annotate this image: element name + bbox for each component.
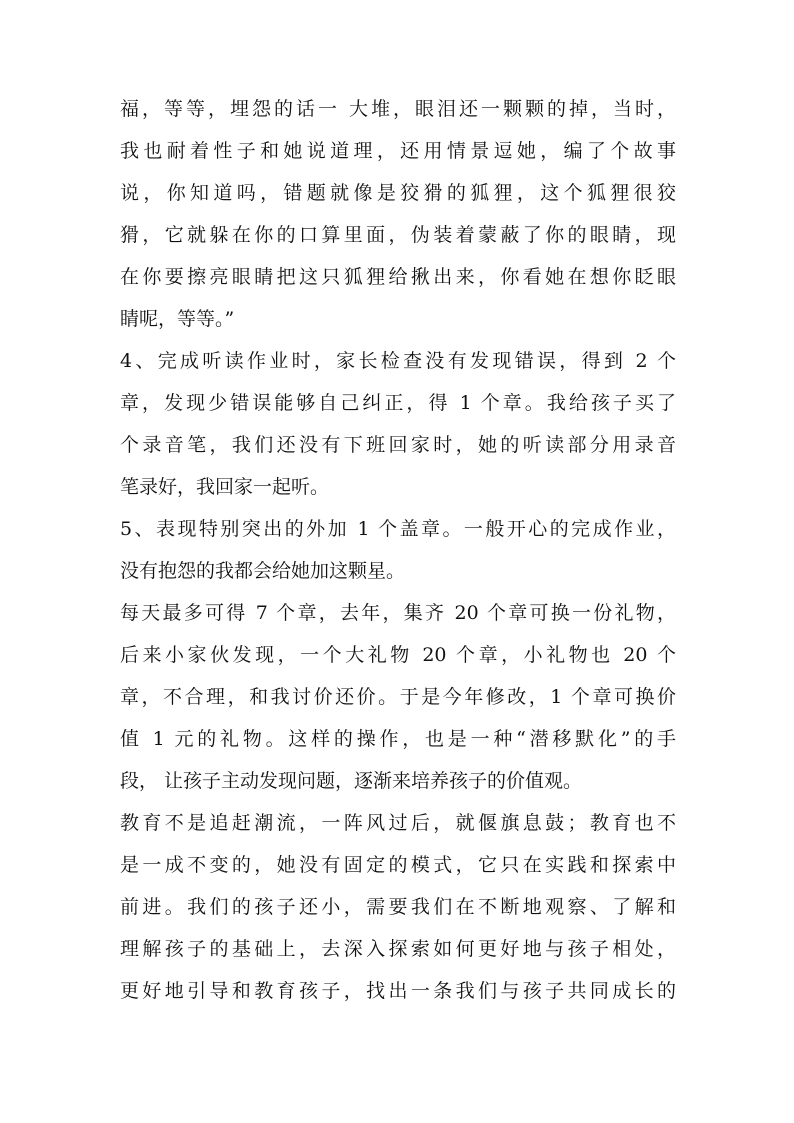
- text-line: 前进。我们的孩子还小，需要我们在不断地观察、了解和: [120, 896, 676, 918]
- text-line: 我也耐着性子和她说道理，还用情景逗她，编了个故事: [120, 140, 676, 162]
- text-line: 理解孩子的基础上，去深入探索如何更好地与孩子相处，: [120, 938, 676, 960]
- body-text: [120, 88, 676, 1012]
- text-line: 福，等等，埋怨的话一 大堆，眼泪还一颗颗的掉，当时，: [120, 98, 676, 120]
- text-line: 章，发现少错误能够自己纠正，得 1 个章。我给孩子买了: [120, 392, 676, 414]
- text-line: 4、完成听读作业时，家长检查没有发现错误，得到 2 个: [120, 350, 676, 372]
- text-line: 猾，它就躲在你的口算里面，伪装着蒙蔽了你的眼睛，现: [120, 224, 676, 246]
- text-line: 是一成不变的，她没有固定的模式，它只在实践和探索中: [120, 854, 676, 876]
- text-line: 说，你知道吗，错题就像是狡猾的狐狸，这个狐狸很狡: [120, 182, 676, 204]
- text-line: 后来小家伙发现，一个大礼物 20 个章，小礼物也 20 个: [120, 644, 676, 666]
- text-line: 段， 让孩子主动发现问题，逐渐来培养孩子的价值观。: [120, 770, 583, 792]
- text-line: 5、表现特别突出的外加 1 个盖章。一般开心的完成作业，: [120, 518, 676, 540]
- text-line: 个录音笔，我们还没有下班回家时，她的听读部分用录音: [120, 434, 676, 456]
- text-line: 更好地引导和教育孩子，找出一条我们与孩子共同成长的: [120, 980, 676, 1002]
- text-line: 睛呢，等等。”: [120, 308, 235, 330]
- text-line: 每天最多可得 7 个章，去年，集齐 20 个章可换一份礼物，: [120, 602, 676, 624]
- text-line: 没有抱怨的我都会给她加这颗星。: [120, 560, 406, 582]
- text-line: 教育不是追赶潮流，一阵风过后，就偃旗息鼓；教育也不: [120, 812, 676, 834]
- text-line: 笔录好，我回家一起听。: [120, 476, 330, 498]
- text-line: 值 1 元的礼物。这样的操作，也是一种“潜移默化”的手: [120, 728, 676, 750]
- text-line: 章，不合理，和我讨价还价。于是今年修改，1 个章可换价: [120, 686, 676, 708]
- text-line: 在你要擦亮眼睛把这只狐狸给揪出来，你看她在想你眨眼: [120, 266, 676, 288]
